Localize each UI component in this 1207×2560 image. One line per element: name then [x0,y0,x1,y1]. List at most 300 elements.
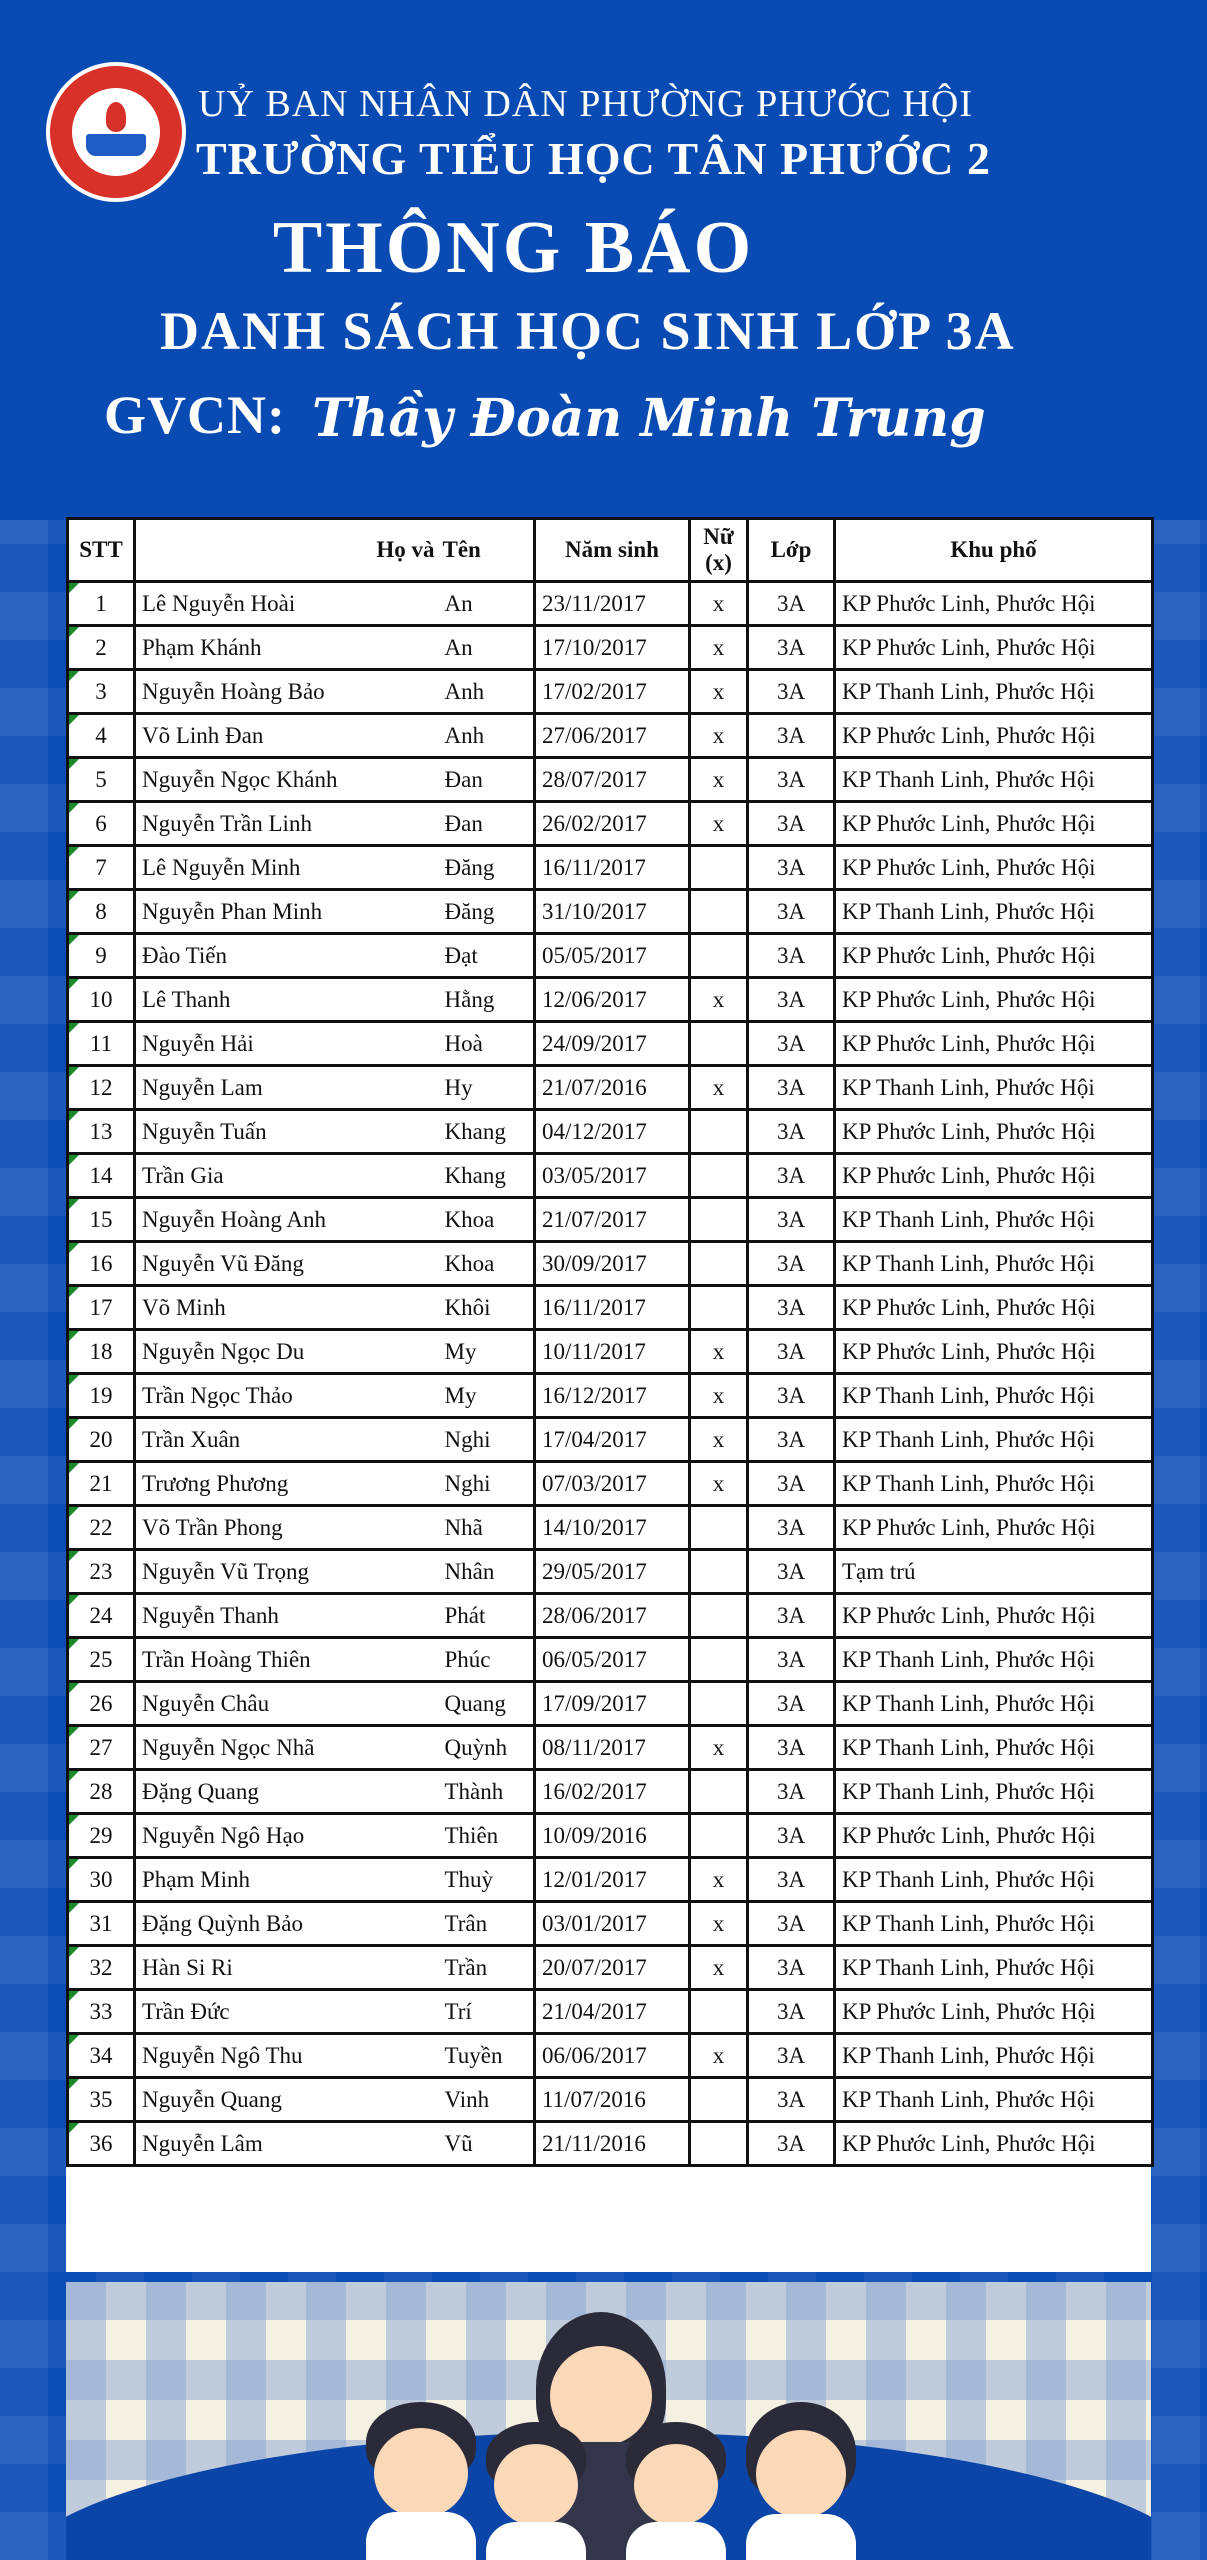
cell-ten: Phát [439,1594,535,1638]
table-row [68,626,1153,670]
table-row [68,1726,1153,1770]
header-nu-line2: (x) [705,550,732,575]
table-row [68,1902,1153,1946]
cell-ten: My [439,1330,535,1374]
cell-lop: 3A [748,714,835,758]
cell-nu [690,2122,748,2166]
cell-ten: Nhân [439,1550,535,1594]
cell-stt: 36 [68,2122,135,2166]
cell-ho: Nguyễn Hải [135,1022,439,1066]
cell-khu-pho: KP Thanh Linh, Phước Hội [835,1682,1153,1726]
cell-ho: Võ Trần Phong [135,1506,439,1550]
cell-khu-pho: KP Phước Linh, Phước Hội [835,846,1153,890]
cell-ho: Võ Linh Đan [135,714,439,758]
cell-nam-sinh: 17/04/2017 [535,1418,690,1462]
cell-ten: Khôi [439,1286,535,1330]
cell-lop: 3A [748,1814,835,1858]
cell-lop: 3A [748,582,835,626]
cell-nam-sinh: 21/07/2017 [535,1198,690,1242]
cell-ho: Nguyễn Ngọc Du [135,1330,439,1374]
table-row [68,978,1153,1022]
cell-khu-pho: KP Thanh Linh, Phước Hội [835,890,1153,934]
cell-khu-pho: KP Phước Linh, Phước Hội [835,802,1153,846]
cell-lop: 3A [748,1066,835,1110]
cell-khu-pho: KP Phước Linh, Phước Hội [835,1594,1153,1638]
cell-nu: x [690,582,748,626]
table-row [68,1814,1153,1858]
cell-stt: 6 [68,802,135,846]
cell-lop: 3A [748,670,835,714]
cell-stt: 12 [68,1066,135,1110]
cell-stt: 3 [68,670,135,714]
cell-lop: 3A [748,1198,835,1242]
cell-nu [690,1506,748,1550]
cell-lop: 3A [748,1154,835,1198]
cell-nam-sinh: 08/11/2017 [535,1726,690,1770]
cell-khu-pho: KP Phước Linh, Phước Hội [835,1154,1153,1198]
table-row [68,1110,1153,1154]
table-row [68,1154,1153,1198]
cell-lop: 3A [748,758,835,802]
cell-khu-pho: Tạm trú [835,1550,1153,1594]
header-nu-line1: Nữ [703,524,734,549]
cell-ho: Nguyễn Châu [135,1682,439,1726]
cell-nu: x [690,1418,748,1462]
cell-ten: Tuyền [439,2034,535,2078]
cell-ho: Đặng Quang [135,1770,439,1814]
school-logo-icon [46,62,186,202]
cell-ten: My [439,1374,535,1418]
cell-lop: 3A [748,1110,835,1154]
cell-khu-pho: KP Thanh Linh, Phước Hội [835,1726,1153,1770]
cell-lop: 3A [748,802,835,846]
cell-stt: 4 [68,714,135,758]
cell-nam-sinh: 03/05/2017 [535,1154,690,1198]
table-row [68,1682,1153,1726]
cell-nu [690,1814,748,1858]
cell-nam-sinh: 16/11/2017 [535,1286,690,1330]
header-ten: Tên [439,519,535,582]
cell-ho: Lê Nguyễn Minh [135,846,439,890]
cell-ten: Thành [439,1770,535,1814]
cell-ho: Trần Xuân [135,1418,439,1462]
cell-lop: 3A [748,1682,835,1726]
cell-khu-pho: KP Thanh Linh, Phước Hội [835,758,1153,802]
table-row [68,714,1153,758]
cell-ten: Anh [439,714,535,758]
org-line1: UỶ BAN NHÂN DÂN PHƯỜNG PHƯỚC HỘI [198,83,973,125]
cell-khu-pho: KP Phước Linh, Phước Hội [835,1330,1153,1374]
cell-stt: 35 [68,2078,135,2122]
cell-nu [690,1550,748,1594]
page-subtitle: DANH SÁCH HỌC SINH LỚP 3A [160,301,1016,361]
cell-nam-sinh: 06/05/2017 [535,1638,690,1682]
cell-nu: x [690,1374,748,1418]
table-row [68,1066,1153,1110]
cell-khu-pho: KP Thanh Linh, Phước Hội [835,1462,1153,1506]
cell-ten: An [439,626,535,670]
cell-stt: 13 [68,1110,135,1154]
cell-ho: Lê Nguyễn Hoài [135,582,439,626]
cell-khu-pho: KP Thanh Linh, Phước Hội [835,1638,1153,1682]
table-header-row [68,519,1153,582]
cell-nu: x [690,1858,748,1902]
table-row [68,1418,1153,1462]
cell-ten: Khoa [439,1242,535,1286]
table-row [68,1770,1153,1814]
table-row [68,1506,1153,1550]
cell-stt: 10 [68,978,135,1022]
cell-lop: 3A [748,1770,835,1814]
cell-nu: x [690,802,748,846]
cell-ten: Đan [439,802,535,846]
table-row [68,2078,1153,2122]
cell-khu-pho: KP Phước Linh, Phước Hội [835,1990,1153,2034]
cell-lop: 3A [748,1990,835,2034]
cell-ho: Đào Tiến [135,934,439,978]
cell-ten: Thuỳ [439,1858,535,1902]
cell-nam-sinh: 21/07/2016 [535,1066,690,1110]
cell-lop: 3A [748,1946,835,1990]
cell-stt: 14 [68,1154,135,1198]
cell-khu-pho: KP Thanh Linh, Phước Hội [835,1066,1153,1110]
cell-lop: 3A [748,890,835,934]
cell-nu [690,1154,748,1198]
cell-ten: Trí [439,1990,535,2034]
cell-nam-sinh: 14/10/2017 [535,1506,690,1550]
cell-nu [690,1990,748,2034]
cell-nam-sinh: 27/06/2017 [535,714,690,758]
cell-ho: Nguyễn Ngọc Khánh [135,758,439,802]
cell-ho: Lê Thanh [135,978,439,1022]
table-row [68,758,1153,802]
cell-khu-pho: KP Phước Linh, Phước Hội [835,1814,1153,1858]
cell-khu-pho: KP Thanh Linh, Phước Hội [835,1858,1153,1902]
cell-nu: x [690,1462,748,1506]
cell-stt: 33 [68,1990,135,2034]
table-row [68,1286,1153,1330]
cell-lop: 3A [748,1286,835,1330]
cell-stt: 26 [68,1682,135,1726]
cell-ten: Thiên [439,1814,535,1858]
cell-ho: Trần Đức [135,1990,439,2034]
cell-nam-sinh: 17/09/2017 [535,1682,690,1726]
cell-ten: Phúc [439,1638,535,1682]
cell-nu [690,1242,748,1286]
cell-stt: 29 [68,1814,135,1858]
cell-ho: Trần Gia [135,1154,439,1198]
cell-stt: 34 [68,2034,135,2078]
cell-lop: 3A [748,2078,835,2122]
cell-stt: 28 [68,1770,135,1814]
cell-ten: Trần [439,1946,535,1990]
cell-nam-sinh: 26/02/2017 [535,802,690,846]
cell-lop: 3A [748,1330,835,1374]
cell-nu: x [690,1902,748,1946]
cell-nam-sinh: 16/02/2017 [535,1770,690,1814]
cell-lop: 3A [748,1902,835,1946]
cell-ten: Hằng [439,978,535,1022]
cell-khu-pho: KP Thanh Linh, Phước Hội [835,670,1153,714]
cell-nam-sinh: 10/11/2017 [535,1330,690,1374]
cell-stt: 32 [68,1946,135,1990]
cell-nam-sinh: 05/05/2017 [535,934,690,978]
cell-lop: 3A [748,1638,835,1682]
cell-lop: 3A [748,1418,835,1462]
cell-nam-sinh: 17/10/2017 [535,626,690,670]
cell-ten: Nghi [439,1462,535,1506]
cell-nam-sinh: 03/01/2017 [535,1902,690,1946]
page-title: THÔNG BÁO [272,207,755,289]
cell-ho: Trần Ngọc Thảo [135,1374,439,1418]
table-row [68,1638,1153,1682]
cell-stt: 8 [68,890,135,934]
cell-nu: x [690,1066,748,1110]
cell-ten: Vinh [439,2078,535,2122]
cell-stt: 27 [68,1726,135,1770]
cell-ten: Anh [439,670,535,714]
cell-nu [690,846,748,890]
cell-lop: 3A [748,1022,835,1066]
cell-nu [690,1638,748,1682]
cell-stt: 24 [68,1594,135,1638]
cell-ho: Nguyễn Lâm [135,2122,439,2166]
table-row [68,2034,1153,2078]
cell-nu [690,1110,748,1154]
cell-khu-pho: KP Phước Linh, Phước Hội [835,1286,1153,1330]
cell-stt: 15 [68,1198,135,1242]
cell-nam-sinh: 07/03/2017 [535,1462,690,1506]
cell-nu: x [690,626,748,670]
cell-nam-sinh: 04/12/2017 [535,1110,690,1154]
cell-stt: 22 [68,1506,135,1550]
cell-nam-sinh: 21/11/2016 [535,2122,690,2166]
cell-khu-pho: KP Thanh Linh, Phước Hội [835,1418,1153,1462]
cell-stt: 19 [68,1374,135,1418]
cell-nu: x [690,1726,748,1770]
cell-stt: 1 [68,582,135,626]
cell-ten: Khang [439,1110,535,1154]
table-row [68,802,1153,846]
cell-lop: 3A [748,978,835,1022]
cell-nam-sinh: 16/11/2017 [535,846,690,890]
cell-ten: Quỳnh [439,1726,535,1770]
cell-khu-pho: KP Phước Linh, Phước Hội [835,714,1153,758]
header [0,0,1207,520]
cell-ho: Nguyễn Quang [135,2078,439,2122]
table-row [68,1594,1153,1638]
cell-nu [690,934,748,978]
cell-ho: Đặng Quỳnh Bảo [135,1902,439,1946]
cell-stt: 20 [68,1418,135,1462]
cell-nu [690,1682,748,1726]
cell-ho: Nguyễn Tuấn [135,1110,439,1154]
cell-nu [690,2078,748,2122]
cell-ho: Nguyễn Lam [135,1066,439,1110]
cell-stt: 2 [68,626,135,670]
cell-ho: Nguyễn Thanh [135,1594,439,1638]
cell-khu-pho: KP Thanh Linh, Phước Hội [835,1902,1153,1946]
cell-khu-pho: KP Thanh Linh, Phước Hội [835,2034,1153,2078]
cell-stt: 25 [68,1638,135,1682]
table-row [68,890,1153,934]
cell-nam-sinh: 29/05/2017 [535,1550,690,1594]
cell-nu [690,1286,748,1330]
cell-nu: x [690,670,748,714]
cell-ten: Trân [439,1902,535,1946]
cell-nu: x [690,2034,748,2078]
cell-nam-sinh: 30/09/2017 [535,1242,690,1286]
table-row [68,582,1153,626]
cell-ho: Nguyễn Ngô Thu [135,2034,439,2078]
cell-ho: Trần Hoàng Thiên [135,1638,439,1682]
cell-nam-sinh: 24/09/2017 [535,1022,690,1066]
header-ho: Họ và [135,519,439,582]
cell-stt: 16 [68,1242,135,1286]
cell-nu [690,1022,748,1066]
cell-nu: x [690,1330,748,1374]
cell-stt: 5 [68,758,135,802]
cell-ten: Quang [439,1682,535,1726]
cell-khu-pho: KP Phước Linh, Phước Hội [835,978,1153,1022]
cell-lop: 3A [748,1550,835,1594]
cell-ho: Nguyễn Hoàng Anh [135,1198,439,1242]
cell-nu [690,890,748,934]
cell-khu-pho: KP Phước Linh, Phước Hội [835,1506,1153,1550]
table-row [68,1242,1153,1286]
cell-nu [690,1770,748,1814]
header-nam-sinh: Năm sinh [535,519,690,582]
gvcn-name: Thầy Đoàn Minh Trung [312,388,986,449]
cell-nam-sinh: 12/01/2017 [535,1858,690,1902]
cell-lop: 3A [748,1594,835,1638]
cell-ten: Đạt [439,934,535,978]
header-nu [690,519,748,582]
cell-ho: Nguyễn Ngô Hạo [135,1814,439,1858]
header-khu-pho: Khu phố [835,519,1153,582]
cell-lop: 3A [748,1726,835,1770]
cell-lop: 3A [748,1506,835,1550]
cell-ten: Đăng [439,890,535,934]
gvcn-label: GVCN: [104,385,286,445]
table-row [68,2122,1153,2166]
table-row [68,1946,1153,1990]
table-row [68,1022,1153,1066]
cell-stt: 18 [68,1330,135,1374]
cell-lop: 3A [748,2034,835,2078]
cell-stt: 9 [68,934,135,978]
cell-ten: Hy [439,1066,535,1110]
student-table-container [66,517,1151,2272]
table-row [68,846,1153,890]
cell-khu-pho: KP Phước Linh, Phước Hội [835,626,1153,670]
cell-lop: 3A [748,1858,835,1902]
cell-ho: Võ Minh [135,1286,439,1330]
cell-ten: Vũ [439,2122,535,2166]
cell-nam-sinh: 28/06/2017 [535,1594,690,1638]
cell-nam-sinh: 16/12/2017 [535,1374,690,1418]
header-lop: Lớp [748,519,835,582]
cell-nam-sinh: 23/11/2017 [535,582,690,626]
cell-khu-pho: KP Phước Linh, Phước Hội [835,934,1153,978]
cell-ho: Nguyễn Hoàng Bảo [135,670,439,714]
cell-nam-sinh: 17/02/2017 [535,670,690,714]
cell-nu [690,1594,748,1638]
org-line2: TRƯỜNG TIỂU HỌC TÂN PHƯỚC 2 [196,133,992,184]
cell-nam-sinh: 20/07/2017 [535,1946,690,1990]
cell-ho: Trương Phương [135,1462,439,1506]
cell-nu: x [690,978,748,1022]
cell-khu-pho: KP Phước Linh, Phước Hội [835,1022,1153,1066]
cell-ten: Đăng [439,846,535,890]
cell-stt: 7 [68,846,135,890]
cell-ten: Đan [439,758,535,802]
cell-ten: Nghi [439,1418,535,1462]
cell-ho: Nguyễn Vũ Trọng [135,1550,439,1594]
cell-lop: 3A [748,1242,835,1286]
cell-nam-sinh: 12/06/2017 [535,978,690,1022]
cell-lop: 3A [748,1374,835,1418]
cell-khu-pho: KP Thanh Linh, Phước Hội [835,1946,1153,1990]
cell-ten: Nhã [439,1506,535,1550]
cell-ho: Nguyễn Ngọc Nhã [135,1726,439,1770]
table-row [68,1198,1153,1242]
cell-khu-pho: KP Phước Linh, Phước Hội [835,2122,1153,2166]
cell-khu-pho: KP Thanh Linh, Phước Hội [835,1374,1153,1418]
table-row [68,670,1153,714]
cell-nu: x [690,1946,748,1990]
cell-ho: Nguyễn Vũ Đăng [135,1242,439,1286]
cell-khu-pho: KP Thanh Linh, Phước Hội [835,1242,1153,1286]
cell-stt: 31 [68,1902,135,1946]
cell-lop: 3A [748,2122,835,2166]
cell-nam-sinh: 06/06/2017 [535,2034,690,2078]
cell-stt: 30 [68,1858,135,1902]
cell-ten: Hoà [439,1022,535,1066]
cell-nam-sinh: 10/09/2016 [535,1814,690,1858]
cell-ten: Khang [439,1154,535,1198]
cell-lop: 3A [748,1462,835,1506]
cell-stt: 11 [68,1022,135,1066]
table-row [68,934,1153,978]
cell-khu-pho: KP Thanh Linh, Phước Hội [835,1198,1153,1242]
cell-nu [690,1198,748,1242]
table-row [68,1374,1153,1418]
student-table [66,517,1154,2167]
cell-nam-sinh: 21/04/2017 [535,1990,690,2034]
cell-nam-sinh: 11/07/2016 [535,2078,690,2122]
students-illustration [66,2282,1151,2560]
cell-stt: 23 [68,1550,135,1594]
table-row [68,1550,1153,1594]
cell-ho: Phạm Khánh [135,626,439,670]
cell-ho: Hàn Si Ri [135,1946,439,1990]
cell-ten: Khoa [439,1198,535,1242]
table-row [68,1858,1153,1902]
cell-ten: An [439,582,535,626]
cell-ho: Phạm Minh [135,1858,439,1902]
cell-lop: 3A [748,846,835,890]
cell-nu: x [690,714,748,758]
cell-khu-pho: KP Phước Linh, Phước Hội [835,1110,1153,1154]
cell-stt: 21 [68,1462,135,1506]
cell-nam-sinh: 28/07/2017 [535,758,690,802]
cell-nu: x [690,758,748,802]
header-stt: STT [68,519,135,582]
cell-stt: 17 [68,1286,135,1330]
table-row [68,1462,1153,1506]
cell-nam-sinh: 31/10/2017 [535,890,690,934]
